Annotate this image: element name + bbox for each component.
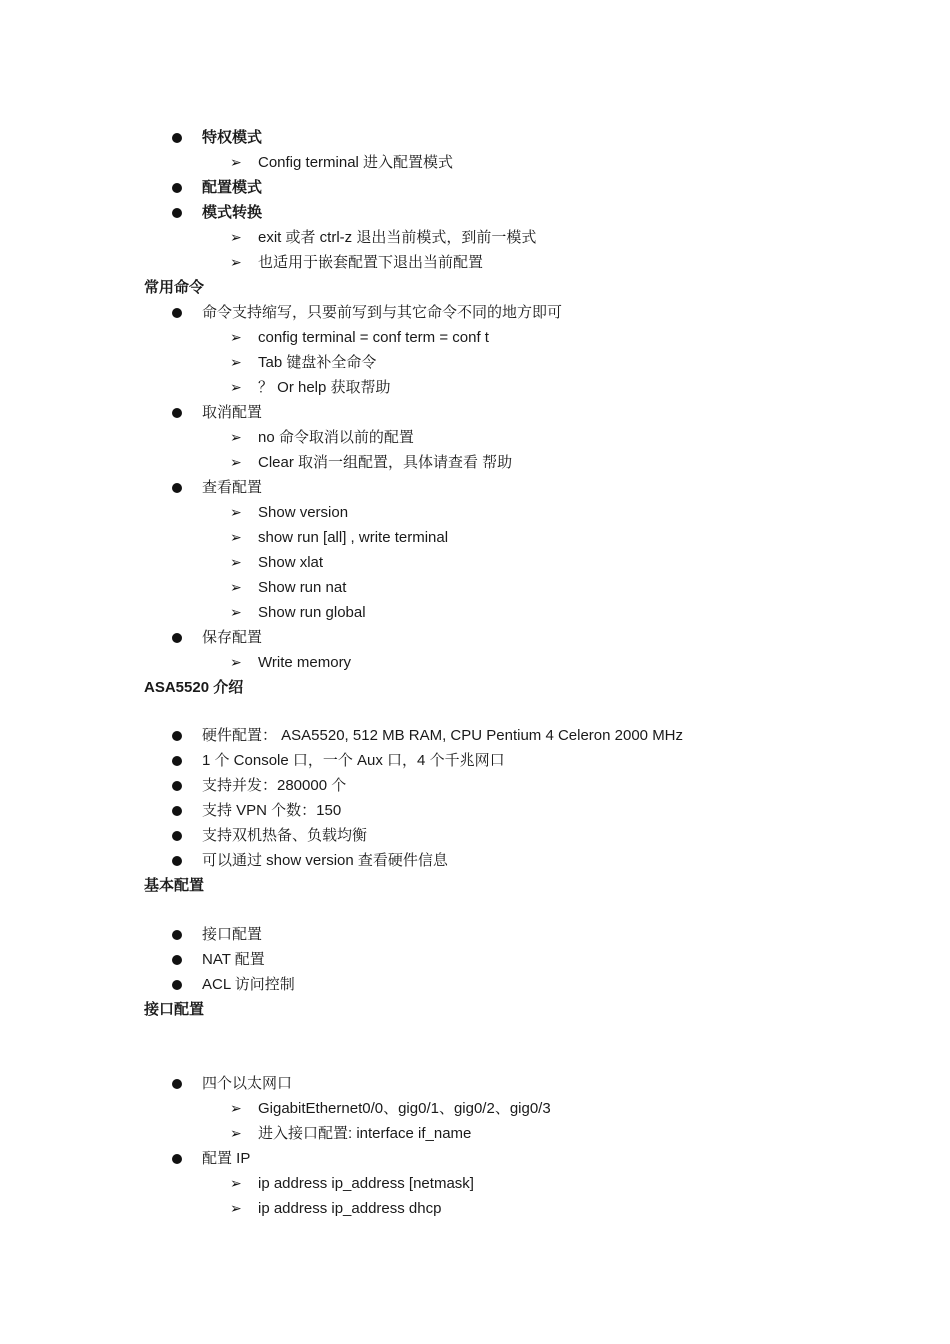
bullet-dot-icon bbox=[172, 756, 182, 766]
item-text: 1 个 Console 口，一个 Aux 口，4 个千兆网口 bbox=[202, 752, 505, 769]
arrow-bullet-icon: ➢ bbox=[230, 154, 242, 170]
bullet-dot-icon bbox=[172, 980, 182, 990]
arrow-bullet-icon: ➢ bbox=[230, 1175, 242, 1191]
item-text: Clear 取消一组配置，具体请查看 帮助 bbox=[258, 454, 513, 471]
item-text: 进入接口配置: interface if_name bbox=[258, 1125, 472, 1142]
item-text: 接口配置 bbox=[202, 926, 263, 943]
item-text: Tab 键盘补全命令 bbox=[258, 354, 377, 371]
bullet-dot-icon bbox=[172, 930, 182, 940]
item-text: 也适用于嵌套配置下退出当前配置 bbox=[258, 254, 484, 271]
item-text: ACL 访问控制 bbox=[202, 976, 295, 993]
bullet-dot-icon bbox=[172, 633, 182, 643]
item-text: Show run global bbox=[258, 604, 366, 621]
bullet-dot-icon bbox=[172, 408, 182, 418]
item-text: 硬件配置： ASA5520, 512 MB RAM, CPU Pentium 4 Celeron 2000 MHz bbox=[202, 727, 684, 744]
arrow-bullet-icon: ➢ bbox=[230, 529, 242, 545]
item-text: GigabitEthernet0/0、gig0/1、gig0/2、gig0/3 bbox=[258, 1100, 551, 1117]
item-text: 命令支持缩写，只要前写到与其它命令不同的地方即可 bbox=[202, 304, 563, 321]
arrow-bullet-icon: ➢ bbox=[230, 254, 242, 270]
bullet-dot-icon bbox=[172, 781, 182, 791]
arrow-bullet-icon: ➢ bbox=[230, 554, 242, 570]
arrow-bullet-icon: ➢ bbox=[230, 579, 242, 595]
item-text: 支持 VPN 个数：150 bbox=[202, 802, 342, 819]
item-text: ip address ip_address [netmask] bbox=[258, 1175, 474, 1192]
item-text: Config terminal 进入配置模式 bbox=[258, 154, 454, 171]
arrow-bullet-icon: ➢ bbox=[230, 354, 242, 370]
section-heading: 基本配置 bbox=[144, 877, 205, 894]
bullet-dot-icon bbox=[172, 831, 182, 841]
arrow-bullet-icon: ➢ bbox=[230, 654, 242, 670]
arrow-bullet-icon: ➢ bbox=[230, 1100, 242, 1116]
bullet-dot-icon bbox=[172, 133, 182, 143]
bullet-dot-icon bbox=[172, 308, 182, 318]
item-text: Show xlat bbox=[258, 554, 324, 571]
arrow-bullet-icon: ➢ bbox=[230, 329, 242, 345]
item-text: 配置模式 bbox=[202, 179, 263, 196]
item-text: 四个以太网口 bbox=[202, 1075, 293, 1092]
item-text: NAT 配置 bbox=[202, 951, 265, 968]
item-text: Show run nat bbox=[258, 579, 347, 596]
item-text: 查看配置 bbox=[202, 479, 263, 496]
item-text: 取消配置 bbox=[202, 404, 263, 421]
item-text: 支持并发：280000 个 bbox=[202, 777, 347, 794]
bullet-dot-icon bbox=[172, 1154, 182, 1164]
section-heading: ASA5520 介绍 bbox=[144, 679, 244, 696]
bullet-dot-icon bbox=[172, 183, 182, 193]
section-heading: 接口配置 bbox=[144, 1001, 205, 1018]
item-text: 配置 IP bbox=[202, 1150, 251, 1167]
arrow-bullet-icon: ➢ bbox=[230, 604, 242, 620]
item-text: 特权模式 bbox=[202, 129, 263, 146]
arrow-bullet-icon: ➢ bbox=[230, 504, 242, 520]
arrow-bullet-icon: ➢ bbox=[230, 454, 242, 470]
bullet-dot-icon bbox=[172, 856, 182, 866]
item-text: Show version bbox=[258, 504, 349, 521]
item-text: 可以通过 show version 查看硬件信息 bbox=[202, 852, 448, 869]
bullet-dot-icon bbox=[172, 208, 182, 218]
bullet-dot-icon bbox=[172, 955, 182, 965]
section-heading: 常用命令 bbox=[144, 279, 205, 296]
item-text: show run [all] , write terminal bbox=[258, 529, 449, 546]
arrow-bullet-icon: ➢ bbox=[230, 379, 242, 395]
bullet-dot-icon bbox=[172, 731, 182, 741]
bullet-dot-icon bbox=[172, 1079, 182, 1089]
arrow-bullet-icon: ➢ bbox=[230, 429, 242, 445]
bullet-dot-icon bbox=[172, 806, 182, 816]
item-text: 支持双机热备、负载均衡 bbox=[202, 827, 368, 844]
item-text: 模式转换 bbox=[202, 204, 263, 221]
item-text: ？ Or help 获取帮助 bbox=[258, 379, 391, 396]
item-text: exit 或者 ctrl-z 退出当前模式，到前一模式 bbox=[258, 229, 537, 246]
bullet-dot-icon bbox=[172, 483, 182, 493]
item-text: no 命令取消以前的配置 bbox=[258, 429, 414, 446]
arrow-bullet-icon: ➢ bbox=[230, 1125, 242, 1141]
arrow-bullet-icon: ➢ bbox=[230, 229, 242, 245]
item-text: ip address ip_address dhcp bbox=[258, 1200, 442, 1217]
arrow-bullet-icon: ➢ bbox=[230, 1200, 242, 1216]
item-text: 保存配置 bbox=[202, 629, 263, 646]
item-text: config terminal = conf term = conf t bbox=[258, 329, 489, 346]
item-text: Write memory bbox=[258, 654, 352, 671]
